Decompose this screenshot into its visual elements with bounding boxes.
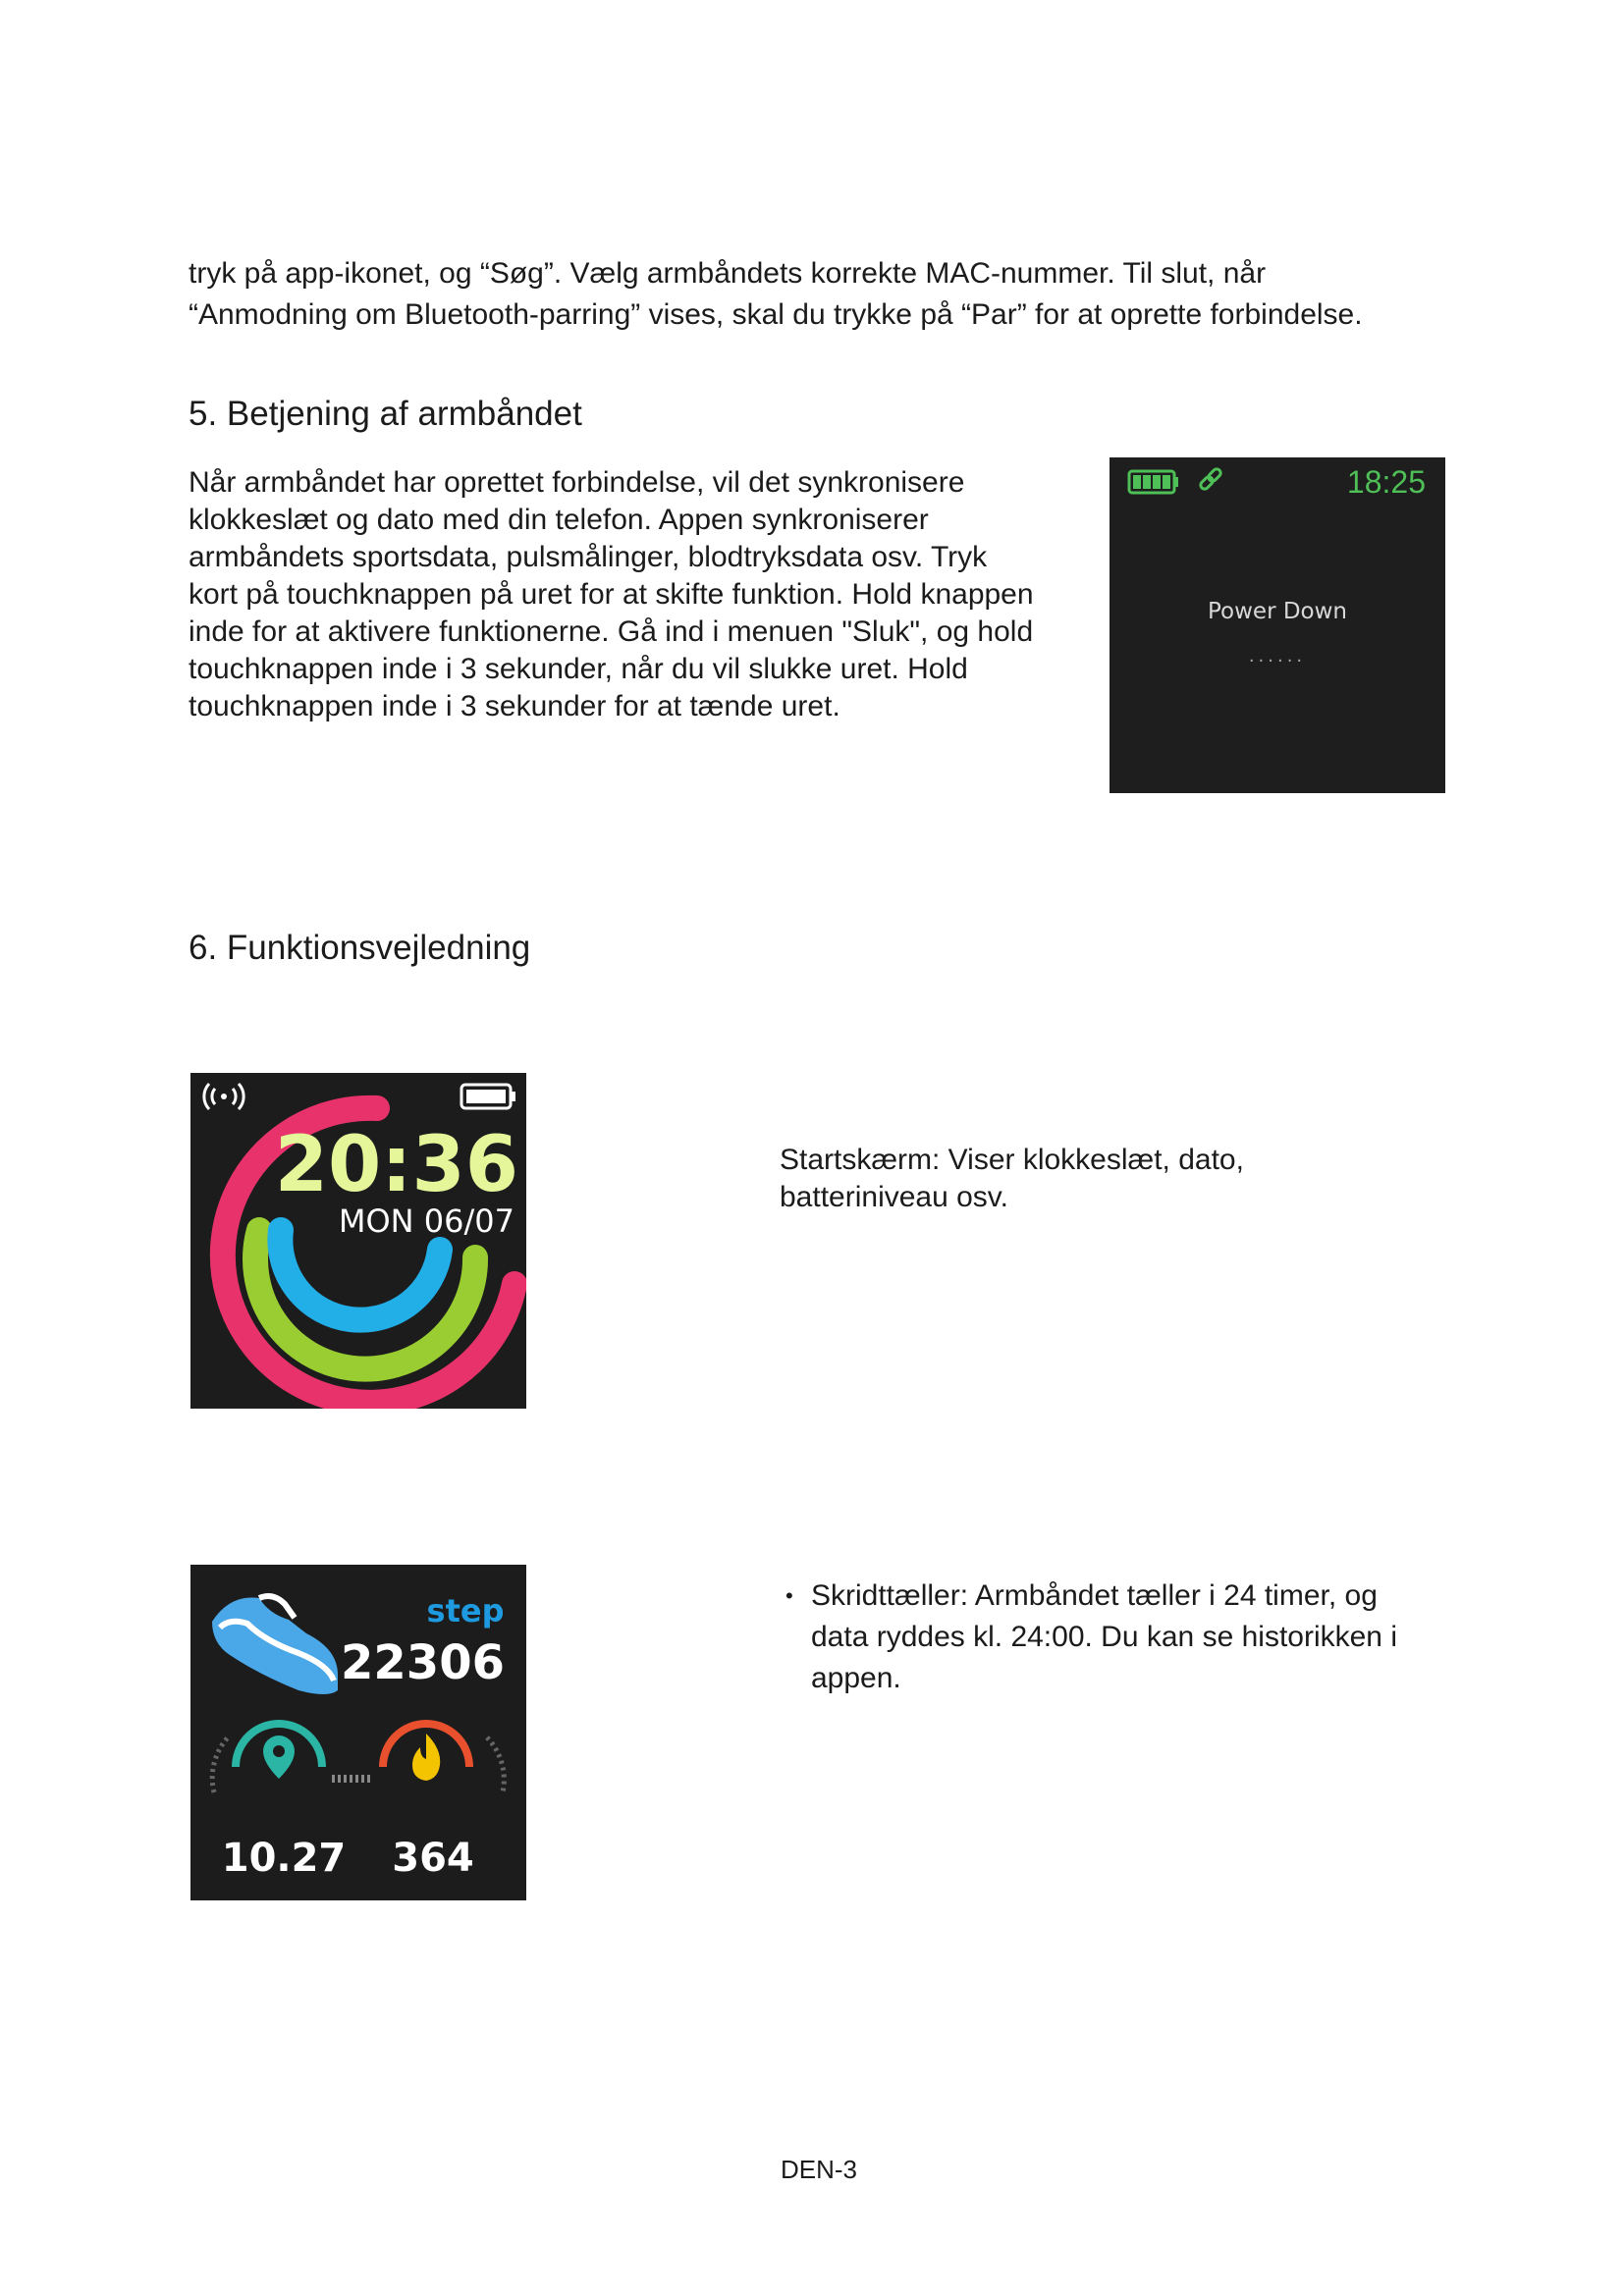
home-time: 20:36 [274, 1121, 518, 1209]
shoe-icon [212, 1596, 338, 1694]
power-down-screen [1110, 457, 1445, 793]
power-down-message: Power Down [1207, 599, 1348, 624]
section-5-line: Når armbåndet har oprettet forbindelse, vil det synkronisere [189, 466, 965, 499]
section-5-body [189, 464, 1092, 725]
signal-icon [204, 1084, 244, 1109]
power-down-graphic [1110, 457, 1445, 793]
steps-desc-line: appen. [811, 1662, 901, 1694]
power-down-time: 18:25 [1346, 464, 1426, 500]
calories-value: 364 [392, 1836, 474, 1881]
link-icon [1199, 467, 1222, 491]
bullet-icon: • [785, 1583, 793, 1608]
steps-desc-line: Skridttæller: Armbåndet tæller i 24 timer, og [811, 1579, 1378, 1612]
intro-line-1: tryk på app-ikonet, og “Søg”. Vælg armbåndets korrekte MAC-nummer. Til slut, når [189, 257, 1267, 290]
section-5-line: inde for at aktivere funktionerne. Gå ind i menuen "Sluk", og hold [189, 615, 1034, 648]
section-5-line: klokkeslæt og dato med din telefon. Appen synkroniserer [189, 504, 929, 536]
connector-dots [332, 1775, 370, 1783]
section-5-line: touchknappen inde i 3 sekunder for at tænde uret. [189, 690, 840, 722]
section-5-line: armbåndets sportsdata, pulsmålinger, blodtryksdata osv. Tryk [189, 541, 988, 573]
home-screen [190, 1073, 526, 1409]
steps-screen [190, 1565, 526, 1900]
activity-ring-inner [280, 1230, 440, 1320]
home-screen-graphic [190, 1073, 526, 1409]
intro-line-2: “Anmodning om Bluetooth-parring” vises, skal du trykke på “Par” for at oprette forbindelse. [189, 298, 1363, 331]
section-5-line: touchknappen inde i 3 sekunder, når du vil slukke uret. Hold [189, 653, 968, 685]
steps-screen-graphic [190, 1565, 526, 1900]
steps-label: step [426, 1592, 505, 1629]
home-date: MON 06/07 [338, 1202, 514, 1240]
battery-icon [1129, 471, 1178, 493]
steps-count: 22306 [341, 1635, 505, 1690]
battery-icon [461, 1085, 515, 1108]
calories-gauge [383, 1724, 504, 1792]
steps-desc-line: data ryddes kl. 24:00. Du kan se historikken i [811, 1621, 1397, 1653]
section-6-heading: 6. Funktionsvejledning [189, 929, 531, 967]
flame-icon [412, 1734, 440, 1781]
steps-desc [785, 1575, 1492, 1699]
distance-value: 10.27 [221, 1836, 347, 1881]
location-pin-icon [263, 1735, 295, 1779]
page-number: DEN-3 [781, 2155, 858, 2184]
home-desc-line-1: Startskærm: Viser klokkeslæt, dato, [780, 1144, 1244, 1176]
section-5-heading: 5. Betjening af armbåndet [189, 395, 582, 433]
section-5-line: kort på touchknappen på uret for at skifte funktion. Hold knappen [189, 578, 1034, 611]
power-down-dots: ...... [1248, 646, 1307, 667]
home-desc-line-2: batteriniveau osv. [780, 1181, 1008, 1213]
